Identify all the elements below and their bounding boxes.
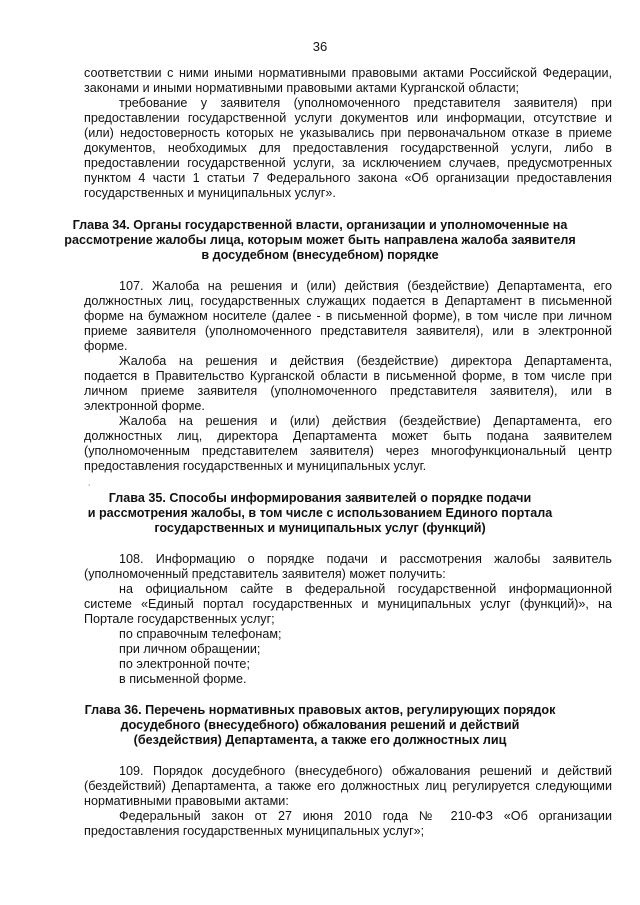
paragraph: электронной форме. bbox=[84, 399, 205, 413]
paragraph-109: (бездействий) Департамента, а также его должностных лиц регулируется следующими bbox=[84, 779, 612, 793]
paragraph: Федеральный закон от 27 июня 2010 года № 210-ФЗ «Об организации bbox=[119, 809, 612, 823]
paragraph: должностных лиц, директора Департамента может быть подана заявителем bbox=[84, 429, 612, 443]
paragraph-109: 109. Порядок досудебного (внесудебного) обжалования решений и действий bbox=[119, 764, 612, 778]
intro-line: предоставлении государственной услуги документов или информации, отсутствие и bbox=[84, 111, 612, 125]
chapter-36-heading: Глава 36. Перечень нормативных правовых актов, регулирующих порядок bbox=[84, 703, 556, 717]
chapter-34-heading: Глава 34. Органы государственной власти, организации и уполномоченные на bbox=[72, 218, 568, 232]
intro-line: предоставлении государственной услуги, за исключением случаев, предусмотренных bbox=[84, 156, 612, 170]
paragraph: Жалоба на решения и действия (бездействие) директора Департамента, bbox=[119, 354, 612, 368]
paragraph: подается в Правительство Курганской области в письменной форме, в том числе при bbox=[84, 369, 612, 383]
paragraph: Портале государственных услуг; bbox=[84, 612, 275, 626]
intro-line: соответствии с ними иными нормативными правовыми актами Российской Федерации, bbox=[84, 66, 612, 80]
paragraph-107: должностных лиц, государственных служащих подается в Департамент в письменной bbox=[84, 294, 612, 308]
chapter-36-heading: досудебного (внесудебного) обжалования решений и действий bbox=[120, 718, 520, 732]
scan-mark: ˙ bbox=[88, 484, 92, 495]
chapter-34-heading: в досудебном (внесудебном) порядке bbox=[201, 248, 439, 262]
list-item: по справочным телефонам; bbox=[119, 627, 282, 641]
page-number: 36 bbox=[312, 39, 328, 54]
paragraph: предоставления государственных муниципальных услуг»; bbox=[84, 824, 425, 838]
intro-line: пунктом 4 части 1 статьи 7 Федерального закона «Об организации предоставления bbox=[84, 171, 612, 185]
chapter-35-heading: Глава 35. Способы информирования заявителей о порядке подачи bbox=[108, 491, 532, 505]
paragraph-109: нормативными правовыми актами: bbox=[84, 794, 289, 808]
list-item: при личном обращении; bbox=[119, 642, 261, 656]
paragraph: предоставления государственных и муниципальных услуг. bbox=[84, 459, 427, 473]
paragraph: на официальном сайте в федеральной государственной информационной bbox=[119, 582, 612, 596]
intro-line: (или) недостоверность которых не указывались при первоначальном отказе в приеме bbox=[84, 126, 612, 140]
list-item: в письменной форме. bbox=[119, 672, 247, 686]
paragraph: Жалоба на решения и (или) действия (бездействие) Департамента, его bbox=[119, 414, 612, 428]
paragraph-107: 107. Жалоба на решения и (или) действия (бездействие) Департамента, его bbox=[119, 279, 612, 293]
paragraph: (уполномоченным представителем заявителя) через многофункциональный центр bbox=[84, 444, 612, 458]
paragraph-107: приеме заявителя (уполномоченного представителя заявителя), или в электронной bbox=[84, 324, 612, 338]
list-item: по электронной почте; bbox=[119, 657, 250, 671]
intro-line: законами и иными нормативными правовыми актами Курганской области; bbox=[84, 81, 520, 95]
paragraph-107: форме. bbox=[84, 339, 128, 353]
intro-line: требование у заявителя (уполномоченного представителя заявителя) при bbox=[119, 96, 612, 110]
chapter-35-heading: и рассмотрения жалобы, в том числе с использованием Единого портала bbox=[87, 506, 553, 520]
paragraph-108: (уполномоченный представитель заявителя) может получить: bbox=[84, 567, 446, 581]
chapter-36-heading: (бездействия) Департамента, а также его должностных лиц bbox=[133, 733, 507, 747]
chapter-34-heading: рассмотрение жалобы лица, которым может быть направлена жалоба заявителя bbox=[64, 233, 576, 247]
intro-line: документов, необходимых для предоставления государственной услуги, либо в bbox=[84, 141, 612, 155]
chapter-35-heading: государственных и муниципальных услуг (функций) bbox=[154, 521, 486, 535]
paragraph: системе «Единый портал государственных и муниципальных услуг (функций)», на bbox=[84, 597, 612, 611]
paragraph: личном приеме заявителя (уполномоченного представителя заявителя), или в bbox=[84, 384, 612, 398]
intro-line: государственных и муниципальных услуг». bbox=[84, 186, 336, 200]
paragraph-108: 108. Информацию о порядке подачи и рассмотрения жалобы заявитель bbox=[119, 552, 612, 566]
paragraph-107: форме на бумажном носителе (далее - в письменной форме), в том числе при личном bbox=[84, 309, 612, 323]
